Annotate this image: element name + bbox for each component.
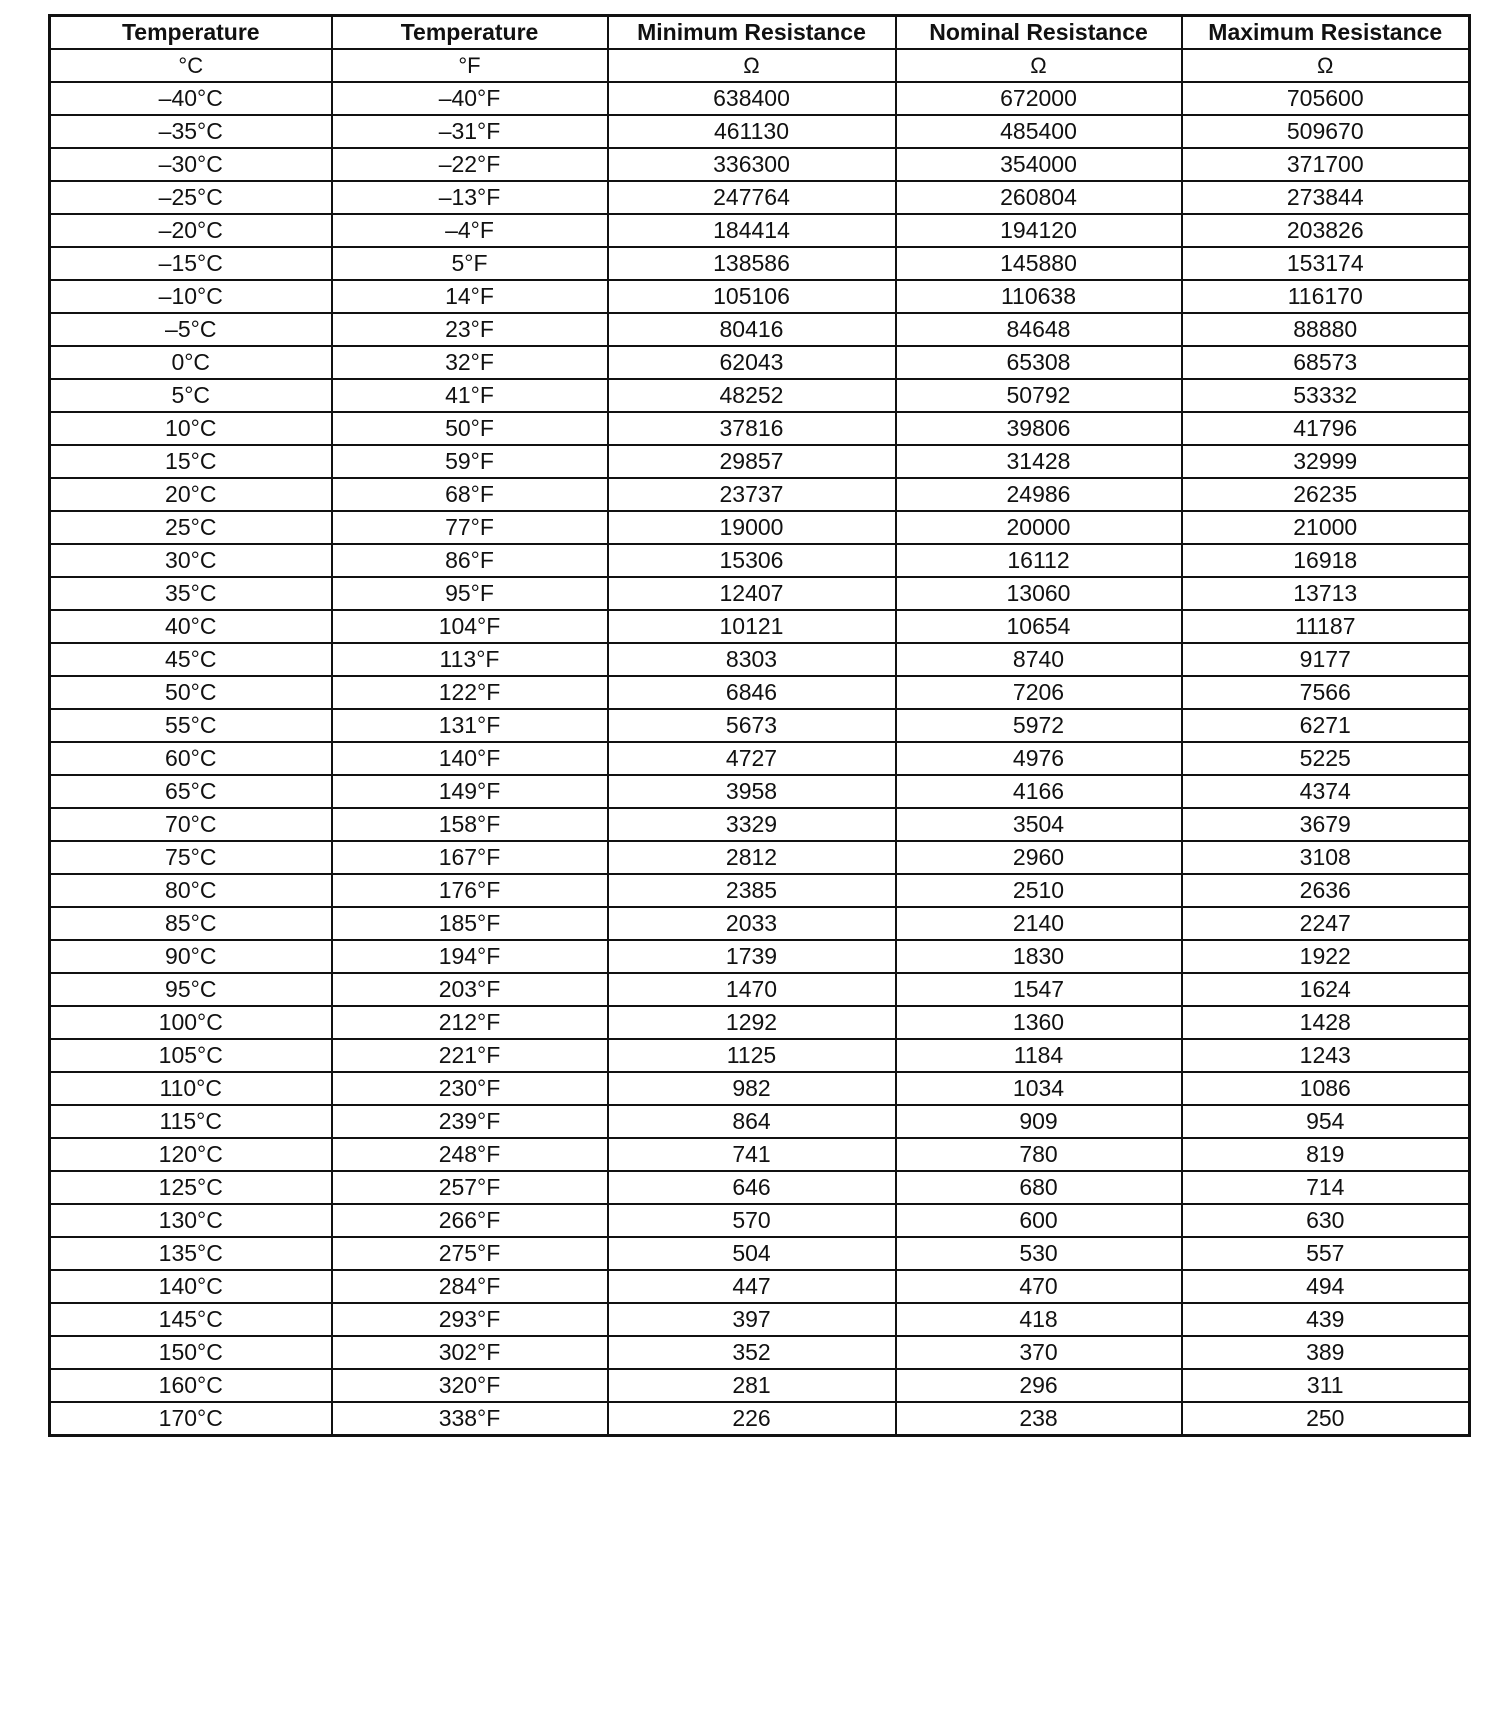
cell-temp-f: 266°F — [332, 1204, 608, 1237]
cell-max-resistance: 250 — [1182, 1402, 1470, 1436]
cell-min-resistance: 184414 — [608, 214, 896, 247]
cell-max-resistance: 116170 — [1182, 280, 1470, 313]
cell-temp-c: 0°C — [50, 346, 332, 379]
table-row — [50, 841, 1470, 874]
cell-temp-f: –40°F — [332, 82, 608, 115]
cell-nominal-resistance: 1360 — [896, 1006, 1182, 1039]
cell-min-resistance: 3329 — [608, 808, 896, 841]
table-row — [50, 1402, 1470, 1436]
cell-max-resistance: 954 — [1182, 1105, 1470, 1138]
cell-min-resistance: 19000 — [608, 511, 896, 544]
cell-min-resistance: 646 — [608, 1171, 896, 1204]
cell-temp-f: 23°F — [332, 313, 608, 346]
cell-temp-f: 68°F — [332, 478, 608, 511]
cell-nominal-resistance: 1184 — [896, 1039, 1182, 1072]
table-row — [50, 544, 1470, 577]
cell-temp-c: 85°C — [50, 907, 332, 940]
cell-max-resistance: 21000 — [1182, 511, 1470, 544]
cell-nominal-resistance: 2140 — [896, 907, 1182, 940]
cell-min-resistance: 1739 — [608, 940, 896, 973]
cell-min-resistance: 105106 — [608, 280, 896, 313]
table-row — [50, 610, 1470, 643]
cell-temp-f: –22°F — [332, 148, 608, 181]
cell-min-resistance: 281 — [608, 1369, 896, 1402]
cell-nominal-resistance: 194120 — [896, 214, 1182, 247]
cell-nominal-resistance: 1034 — [896, 1072, 1182, 1105]
cell-nominal-resistance: 485400 — [896, 115, 1182, 148]
cell-min-resistance: 3958 — [608, 775, 896, 808]
cell-max-resistance: 509670 — [1182, 115, 1470, 148]
table-row — [50, 1138, 1470, 1171]
cell-min-resistance: 741 — [608, 1138, 896, 1171]
cell-temp-c: 110°C — [50, 1072, 332, 1105]
table-row — [50, 511, 1470, 544]
cell-min-resistance: 4727 — [608, 742, 896, 775]
table-row — [50, 1072, 1470, 1105]
cell-temp-f: 113°F — [332, 643, 608, 676]
cell-max-resistance: 9177 — [1182, 643, 1470, 676]
cell-max-resistance: 26235 — [1182, 478, 1470, 511]
cell-temp-f: –31°F — [332, 115, 608, 148]
cell-max-resistance: 32999 — [1182, 445, 1470, 478]
cell-max-resistance: 5225 — [1182, 742, 1470, 775]
cell-min-resistance: 2385 — [608, 874, 896, 907]
cell-temp-f: 275°F — [332, 1237, 608, 1270]
cell-temp-f: 176°F — [332, 874, 608, 907]
cell-max-resistance: 311 — [1182, 1369, 1470, 1402]
cell-temp-c: 90°C — [50, 940, 332, 973]
cell-max-resistance: 2247 — [1182, 907, 1470, 940]
cell-temp-c: 20°C — [50, 478, 332, 511]
cell-temp-f: 230°F — [332, 1072, 608, 1105]
cell-max-resistance: 371700 — [1182, 148, 1470, 181]
cell-nominal-resistance: 909 — [896, 1105, 1182, 1138]
cell-nominal-resistance: 260804 — [896, 181, 1182, 214]
cell-max-resistance: 16918 — [1182, 544, 1470, 577]
table-row — [50, 1369, 1470, 1402]
cell-temp-f: 32°F — [332, 346, 608, 379]
cell-nominal-resistance: 7206 — [896, 676, 1182, 709]
cell-max-resistance: 714 — [1182, 1171, 1470, 1204]
cell-temp-c: 65°C — [50, 775, 332, 808]
cell-max-resistance: 439 — [1182, 1303, 1470, 1336]
cell-nominal-resistance: 65308 — [896, 346, 1182, 379]
resistance-table — [48, 14, 1471, 1437]
cell-nominal-resistance: 1830 — [896, 940, 1182, 973]
table-row — [50, 1171, 1470, 1204]
cell-max-resistance: 13713 — [1182, 577, 1470, 610]
cell-min-resistance: 8303 — [608, 643, 896, 676]
cell-temp-c: 170°C — [50, 1402, 332, 1436]
header-temperature-f: Temperature — [332, 16, 608, 50]
table-row — [50, 412, 1470, 445]
cell-min-resistance: 48252 — [608, 379, 896, 412]
cell-nominal-resistance: 84648 — [896, 313, 1182, 346]
cell-nominal-resistance: 1547 — [896, 973, 1182, 1006]
cell-temp-f: 77°F — [332, 511, 608, 544]
cell-min-resistance: 1292 — [608, 1006, 896, 1039]
unit-ohm-nominal: Ω — [896, 49, 1182, 82]
cell-max-resistance: 389 — [1182, 1336, 1470, 1369]
table-row — [50, 181, 1470, 214]
cell-nominal-resistance: 370 — [896, 1336, 1182, 1369]
cell-nominal-resistance: 8740 — [896, 643, 1182, 676]
cell-nominal-resistance: 2510 — [896, 874, 1182, 907]
cell-nominal-resistance: 296 — [896, 1369, 1182, 1402]
table-row — [50, 1270, 1470, 1303]
cell-nominal-resistance: 470 — [896, 1270, 1182, 1303]
cell-temp-f: 149°F — [332, 775, 608, 808]
cell-min-resistance: 12407 — [608, 577, 896, 610]
cell-min-resistance: 226 — [608, 1402, 896, 1436]
cell-temp-c: 75°C — [50, 841, 332, 874]
cell-temp-f: 257°F — [332, 1171, 608, 1204]
table-row — [50, 82, 1470, 115]
cell-min-resistance: 6846 — [608, 676, 896, 709]
cell-max-resistance: 88880 — [1182, 313, 1470, 346]
table-row — [50, 280, 1470, 313]
table-row — [50, 709, 1470, 742]
cell-min-resistance: 1470 — [608, 973, 896, 1006]
unit-ohm-max: Ω — [1182, 49, 1470, 82]
cell-nominal-resistance: 39806 — [896, 412, 1182, 445]
cell-temp-c: –30°C — [50, 148, 332, 181]
table-row — [50, 1204, 1470, 1237]
cell-min-resistance: 336300 — [608, 148, 896, 181]
table-row — [50, 643, 1470, 676]
cell-min-resistance: 62043 — [608, 346, 896, 379]
unit-fahrenheit: °F — [332, 49, 608, 82]
document-page — [48, 14, 1468, 1437]
cell-temp-c: 115°C — [50, 1105, 332, 1138]
cell-max-resistance: 1624 — [1182, 973, 1470, 1006]
cell-max-resistance: 53332 — [1182, 379, 1470, 412]
table-row — [50, 1006, 1470, 1039]
cell-temp-f: –4°F — [332, 214, 608, 247]
cell-max-resistance: 3108 — [1182, 841, 1470, 874]
unit-celsius: °C — [50, 49, 332, 82]
cell-min-resistance: 23737 — [608, 478, 896, 511]
cell-min-resistance: 247764 — [608, 181, 896, 214]
cell-max-resistance: 3679 — [1182, 808, 1470, 841]
table-row — [50, 1336, 1470, 1369]
cell-temp-c: 10°C — [50, 412, 332, 445]
table-row — [50, 247, 1470, 280]
cell-temp-c: 150°C — [50, 1336, 332, 1369]
cell-temp-f: 140°F — [332, 742, 608, 775]
cell-min-resistance: 5673 — [608, 709, 896, 742]
cell-temp-f: 221°F — [332, 1039, 608, 1072]
cell-temp-c: 5°C — [50, 379, 332, 412]
cell-max-resistance: 705600 — [1182, 82, 1470, 115]
cell-max-resistance: 6271 — [1182, 709, 1470, 742]
cell-nominal-resistance: 238 — [896, 1402, 1182, 1436]
cell-temp-c: –10°C — [50, 280, 332, 313]
table-body — [50, 82, 1470, 1436]
table-row — [50, 1237, 1470, 1270]
cell-temp-f: 5°F — [332, 247, 608, 280]
cell-nominal-resistance: 5972 — [896, 709, 1182, 742]
cell-nominal-resistance: 145880 — [896, 247, 1182, 280]
cell-temp-f: 293°F — [332, 1303, 608, 1336]
cell-temp-c: –25°C — [50, 181, 332, 214]
cell-min-resistance: 864 — [608, 1105, 896, 1138]
cell-min-resistance: 15306 — [608, 544, 896, 577]
cell-temp-c: –15°C — [50, 247, 332, 280]
table-row — [50, 445, 1470, 478]
cell-nominal-resistance: 600 — [896, 1204, 1182, 1237]
cell-temp-f: 167°F — [332, 841, 608, 874]
cell-temp-f: 284°F — [332, 1270, 608, 1303]
table-row — [50, 940, 1470, 973]
cell-temp-f: 338°F — [332, 1402, 608, 1436]
cell-max-resistance: 7566 — [1182, 676, 1470, 709]
cell-temp-f: 248°F — [332, 1138, 608, 1171]
cell-nominal-resistance: 3504 — [896, 808, 1182, 841]
cell-nominal-resistance: 4166 — [896, 775, 1182, 808]
table-row — [50, 742, 1470, 775]
cell-nominal-resistance: 10654 — [896, 610, 1182, 643]
header-maximum-resistance: Maximum Resistance — [1182, 16, 1470, 50]
cell-nominal-resistance: 680 — [896, 1171, 1182, 1204]
cell-nominal-resistance: 672000 — [896, 82, 1182, 115]
cell-nominal-resistance: 418 — [896, 1303, 1182, 1336]
cell-min-resistance: 138586 — [608, 247, 896, 280]
cell-nominal-resistance: 4976 — [896, 742, 1182, 775]
cell-temp-f: 203°F — [332, 973, 608, 1006]
cell-temp-c: –20°C — [50, 214, 332, 247]
table-row — [50, 1039, 1470, 1072]
cell-max-resistance: 819 — [1182, 1138, 1470, 1171]
cell-nominal-resistance: 2960 — [896, 841, 1182, 874]
table-row — [50, 379, 1470, 412]
table-row — [50, 577, 1470, 610]
cell-nominal-resistance: 50792 — [896, 379, 1182, 412]
cell-min-resistance: 461130 — [608, 115, 896, 148]
cell-temp-c: 40°C — [50, 610, 332, 643]
cell-temp-f: 194°F — [332, 940, 608, 973]
table-row — [50, 874, 1470, 907]
cell-nominal-resistance: 31428 — [896, 445, 1182, 478]
cell-temp-f: 95°F — [332, 577, 608, 610]
cell-min-resistance: 1125 — [608, 1039, 896, 1072]
cell-max-resistance: 68573 — [1182, 346, 1470, 379]
cell-nominal-resistance: 354000 — [896, 148, 1182, 181]
units-row — [50, 49, 1470, 82]
cell-temp-c: –35°C — [50, 115, 332, 148]
cell-temp-f: 14°F — [332, 280, 608, 313]
cell-temp-f: –13°F — [332, 181, 608, 214]
cell-max-resistance: 153174 — [1182, 247, 1470, 280]
table-row — [50, 1303, 1470, 1336]
cell-temp-c: –5°C — [50, 313, 332, 346]
cell-temp-f: 131°F — [332, 709, 608, 742]
cell-min-resistance: 397 — [608, 1303, 896, 1336]
cell-max-resistance: 273844 — [1182, 181, 1470, 214]
cell-max-resistance: 1922 — [1182, 940, 1470, 973]
unit-ohm-min: Ω — [608, 49, 896, 82]
cell-min-resistance: 37816 — [608, 412, 896, 445]
cell-min-resistance: 638400 — [608, 82, 896, 115]
cell-max-resistance: 2636 — [1182, 874, 1470, 907]
table-row — [50, 808, 1470, 841]
cell-temp-f: 86°F — [332, 544, 608, 577]
cell-temp-c: 145°C — [50, 1303, 332, 1336]
cell-temp-c: 140°C — [50, 1270, 332, 1303]
cell-temp-c: 30°C — [50, 544, 332, 577]
header-nominal-resistance: Nominal Resistance — [896, 16, 1182, 50]
cell-nominal-resistance: 110638 — [896, 280, 1182, 313]
cell-temp-f: 320°F — [332, 1369, 608, 1402]
cell-max-resistance: 1428 — [1182, 1006, 1470, 1039]
cell-temp-c: 15°C — [50, 445, 332, 478]
cell-temp-c: 45°C — [50, 643, 332, 676]
cell-min-resistance: 29857 — [608, 445, 896, 478]
cell-temp-c: –40°C — [50, 82, 332, 115]
cell-temp-c: 100°C — [50, 1006, 332, 1039]
cell-temp-c: 35°C — [50, 577, 332, 610]
table-row — [50, 676, 1470, 709]
cell-temp-f: 212°F — [332, 1006, 608, 1039]
cell-temp-c: 70°C — [50, 808, 332, 841]
cell-min-resistance: 982 — [608, 1072, 896, 1105]
table-row — [50, 313, 1470, 346]
cell-min-resistance: 10121 — [608, 610, 896, 643]
cell-nominal-resistance: 24986 — [896, 478, 1182, 511]
table-row — [50, 148, 1470, 181]
table-row — [50, 115, 1470, 148]
cell-max-resistance: 11187 — [1182, 610, 1470, 643]
cell-temp-f: 239°F — [332, 1105, 608, 1138]
cell-temp-c: 55°C — [50, 709, 332, 742]
cell-temp-f: 59°F — [332, 445, 608, 478]
cell-min-resistance: 2812 — [608, 841, 896, 874]
table-row — [50, 214, 1470, 247]
cell-nominal-resistance: 13060 — [896, 577, 1182, 610]
cell-nominal-resistance: 20000 — [896, 511, 1182, 544]
cell-max-resistance: 557 — [1182, 1237, 1470, 1270]
cell-temp-c: 80°C — [50, 874, 332, 907]
cell-temp-c: 60°C — [50, 742, 332, 775]
cell-temp-c: 135°C — [50, 1237, 332, 1270]
cell-temp-f: 185°F — [332, 907, 608, 940]
cell-min-resistance: 504 — [608, 1237, 896, 1270]
cell-nominal-resistance: 780 — [896, 1138, 1182, 1171]
cell-temp-f: 50°F — [332, 412, 608, 445]
cell-max-resistance: 630 — [1182, 1204, 1470, 1237]
cell-temp-f: 122°F — [332, 676, 608, 709]
cell-temp-c: 105°C — [50, 1039, 332, 1072]
header-minimum-resistance: Minimum Resistance — [608, 16, 896, 50]
cell-temp-f: 302°F — [332, 1336, 608, 1369]
cell-temp-c: 160°C — [50, 1369, 332, 1402]
table-row — [50, 907, 1470, 940]
table-row — [50, 346, 1470, 379]
table-row — [50, 478, 1470, 511]
cell-min-resistance: 570 — [608, 1204, 896, 1237]
cell-min-resistance: 447 — [608, 1270, 896, 1303]
table-row — [50, 775, 1470, 808]
header-row — [50, 16, 1470, 50]
cell-temp-c: 50°C — [50, 676, 332, 709]
cell-temp-c: 95°C — [50, 973, 332, 1006]
cell-max-resistance: 1086 — [1182, 1072, 1470, 1105]
cell-min-resistance: 352 — [608, 1336, 896, 1369]
cell-temp-c: 120°C — [50, 1138, 332, 1171]
cell-min-resistance: 80416 — [608, 313, 896, 346]
cell-max-resistance: 1243 — [1182, 1039, 1470, 1072]
table-row — [50, 1105, 1470, 1138]
cell-min-resistance: 2033 — [608, 907, 896, 940]
cell-temp-c: 125°C — [50, 1171, 332, 1204]
cell-nominal-resistance: 16112 — [896, 544, 1182, 577]
header-temperature-c: Temperature — [50, 16, 332, 50]
cell-nominal-resistance: 530 — [896, 1237, 1182, 1270]
cell-temp-f: 104°F — [332, 610, 608, 643]
cell-max-resistance: 203826 — [1182, 214, 1470, 247]
table-row — [50, 973, 1470, 1006]
cell-max-resistance: 494 — [1182, 1270, 1470, 1303]
cell-temp-f: 41°F — [332, 379, 608, 412]
cell-max-resistance: 41796 — [1182, 412, 1470, 445]
cell-temp-c: 130°C — [50, 1204, 332, 1237]
cell-max-resistance: 4374 — [1182, 775, 1470, 808]
cell-temp-f: 158°F — [332, 808, 608, 841]
cell-temp-c: 25°C — [50, 511, 332, 544]
